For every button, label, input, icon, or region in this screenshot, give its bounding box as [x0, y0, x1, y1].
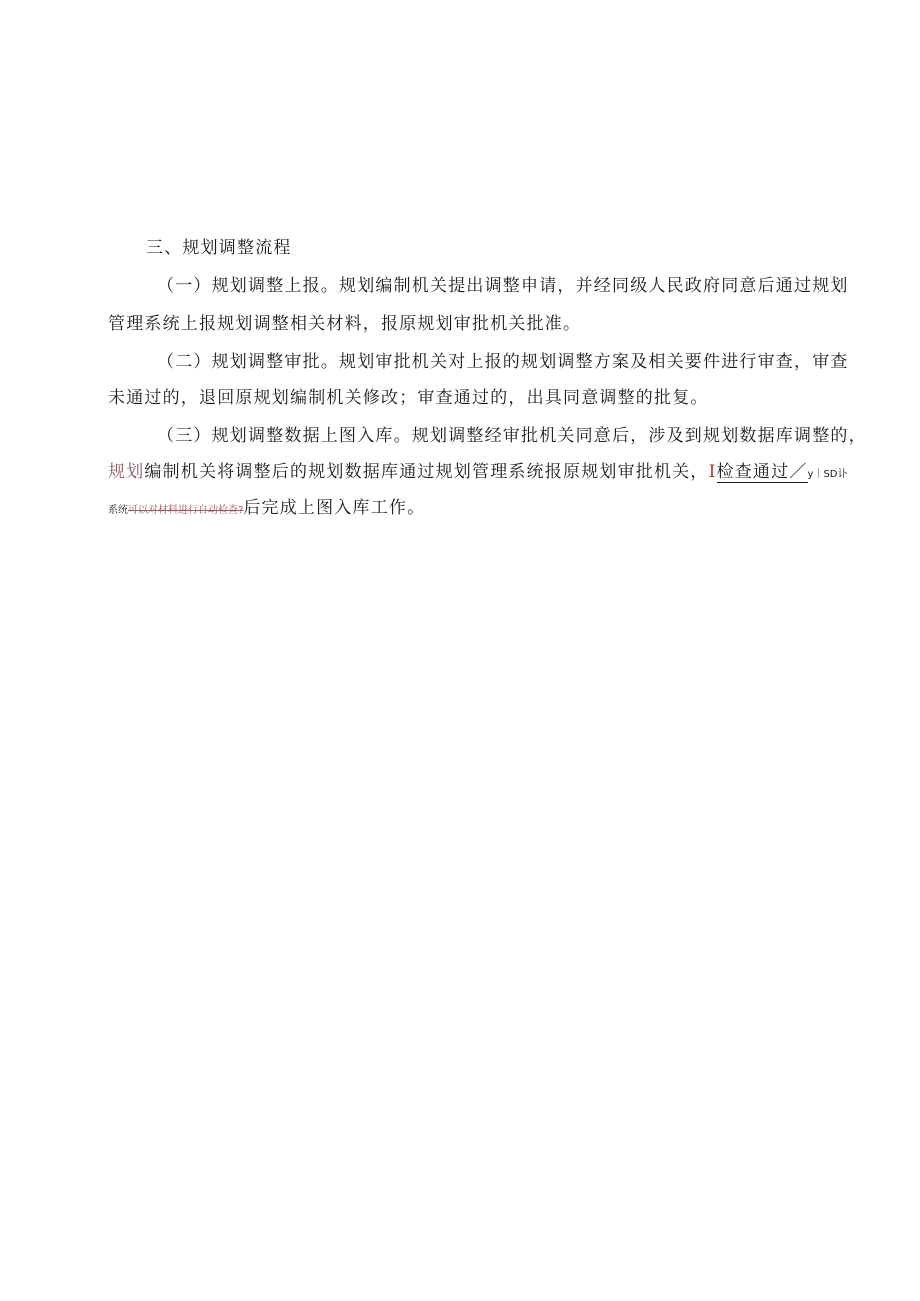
revision-small-lead: 系统 [108, 505, 128, 516]
revision-underlined-text: 检查通过／ [716, 462, 808, 482]
section-heading: 三、规划调整流程 [146, 238, 292, 258]
para1-line1: （一）规划调整上报。规划编制机关提出调整申请，并经同级人民政府同意后通过规划 [157, 276, 849, 296]
para2-line1: （二）规划调整审批。规划审批机关对上报的规划调整方案及相关要件进行审查，审查 [157, 352, 849, 372]
para3-line3 [108, 496, 425, 523]
revision-small-text: y｜SD讣 [807, 469, 848, 480]
para3-line3-main: 后完成上图入库工作。 [243, 498, 426, 518]
para3-line2-main: 编制机关将调整后的规划数据库通过规划管理系统报原规划审批机关， [144, 462, 709, 482]
revision-lead-text: 规划 [108, 462, 145, 482]
para3-line2 [108, 460, 848, 487]
para1-line2: 管理系统上报规划调整相关材料，报原规划审批机关批准。 [108, 314, 582, 334]
para3-line1: （三）规划调整数据上图入库。规划调整经审批机关同意后，涉及到规划数据库调整的， [157, 426, 867, 446]
revision-insert-mark: I [708, 462, 717, 482]
revision-struck-text: 可以对材料进行自动检查? [128, 505, 244, 516]
para2-line2: 未通过的，退回原规划编制机关修改；审查通过的，出具同意调整的批复。 [108, 388, 709, 408]
